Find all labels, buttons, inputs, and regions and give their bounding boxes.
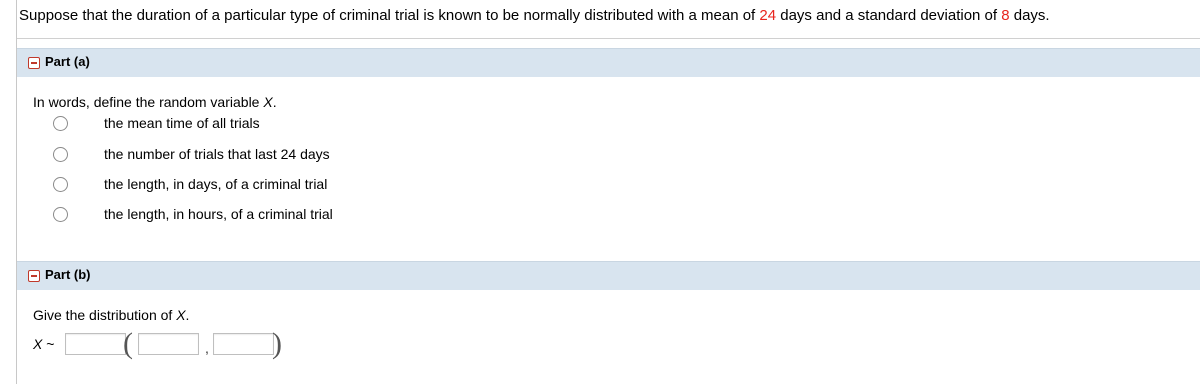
part-a-header[interactable] — [17, 48, 1200, 77]
distribution-type-field[interactable] — [65, 333, 126, 355]
radio-button[interactable] — [53, 207, 68, 222]
mean-value: 24 — [759, 7, 777, 24]
option-label: the length, in hours, of a criminal trial — [104, 206, 333, 222]
question-text-part1: Suppose that the duration of a particular type of criminal trial is known to be normally distributed with a mean of — [19, 7, 760, 24]
part-a-title: Part (a) — [45, 54, 90, 69]
part-b-header[interactable] — [17, 261, 1200, 290]
question-divider — [17, 38, 1200, 39]
question-text — [19, 6, 1189, 38]
part-a-prompt — [33, 93, 277, 111]
option-label: the number of trials that last 24 days — [104, 146, 330, 162]
distribution-symbol: ~ — [42, 336, 55, 352]
right-paren: ) — [272, 327, 282, 360]
part-a-prompt-end: . — [272, 94, 277, 110]
collapse-toggle-icon[interactable] — [28, 57, 40, 69]
collapse-toggle-icon[interactable] — [28, 270, 40, 282]
sd-parameter-field[interactable] — [213, 333, 274, 355]
part-b-prompt — [33, 306, 189, 324]
mean-parameter-field[interactable] — [138, 333, 199, 355]
part-a-prompt-text: In words, define the random variable — [33, 94, 264, 110]
part-b-prompt-end: . — [185, 307, 190, 323]
question-text-part2: days and a standard deviation of — [776, 7, 1002, 24]
radio-button[interactable] — [53, 116, 68, 131]
parameter-comma: , — [205, 340, 209, 356]
question-frame — [16, 0, 1200, 384]
option-label: the length, in days, of a criminal trial — [104, 176, 328, 192]
part-b-prompt-text: Give the distribution of — [33, 307, 177, 323]
part-b-title: Part (b) — [45, 267, 91, 282]
question-text-part3: days. — [1009, 7, 1050, 24]
sd-value: 8 — [1001, 7, 1010, 24]
radio-button[interactable] — [53, 147, 68, 162]
part-b-variable: X — [176, 307, 186, 323]
radio-button[interactable] — [53, 177, 68, 192]
part-a-variable: X — [263, 94, 273, 110]
distribution-variable: X — [33, 336, 43, 352]
distribution-label — [33, 336, 54, 352]
option-label: the mean time of all trials — [104, 115, 260, 131]
left-paren: ( — [123, 327, 133, 360]
